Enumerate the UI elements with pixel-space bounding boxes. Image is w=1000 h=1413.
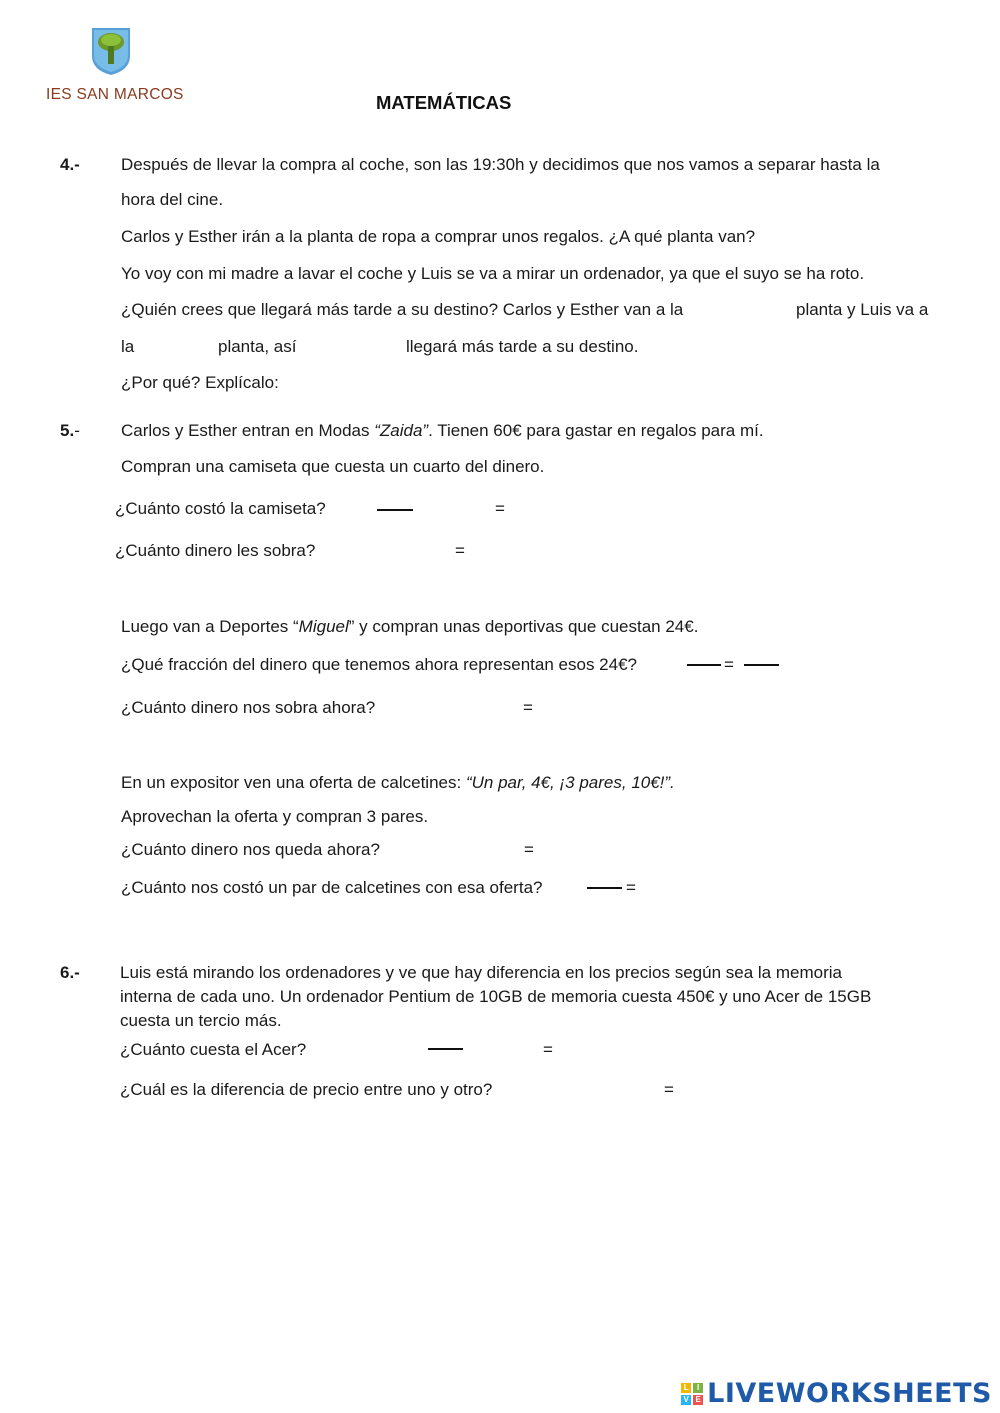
- question-par: ¿Cuánto nos costó un par de calcetines con esa oferta?: [121, 878, 543, 897]
- fraction-bar: [377, 509, 413, 511]
- question-4-number: 4.-: [60, 155, 80, 174]
- question-queda: ¿Cuánto dinero nos queda ahora?: [121, 840, 380, 859]
- question-4-line-1: Después de llevar la compra al coche, son las 19:30h y decidimos que nos vamos a separar hasta la: [121, 155, 880, 174]
- question-5-line-4: En un expositor ven una oferta de calcetines: “Un par, 4€, ¡3 pares, 10€!”.: [121, 773, 675, 792]
- equals-sign: =: [523, 698, 533, 717]
- question-4-line-6a: la: [121, 337, 135, 356]
- logo-block: E: [693, 1395, 703, 1405]
- question-5-line-1: Carlos y Esther entran en Modas “Zaida”. Tienen 60€ para gastar en regalos para mí.: [121, 421, 764, 440]
- equals-sign: =: [455, 541, 465, 560]
- question-6-line-1: Luis está mirando los ordenadores y ve que hay diferencia en los precios según sea la memoria: [120, 963, 842, 982]
- question-4-line-7: ¿Por qué? Explícalo:: [121, 373, 279, 392]
- question-acer: ¿Cuánto cuesta el Acer?: [120, 1040, 307, 1059]
- question-6-line-2: interna de cada uno. Un ordenador Pentium de 10GB de memoria cuesta 450€ y uno Acer de 15GB: [120, 987, 872, 1006]
- school-name: IES SAN MARCOS: [46, 86, 184, 103]
- equals-sign: =: [524, 840, 534, 859]
- liveworksheets-brand: LIVEWORKSHEETS: [707, 1378, 992, 1409]
- liveworksheets-logo: [681, 1378, 992, 1409]
- question-4-line-5b: planta y Luis va a: [796, 300, 929, 319]
- equals-sign: =: [626, 878, 636, 897]
- logo-block: I: [693, 1383, 703, 1393]
- question-sobra: ¿Cuánto dinero les sobra?: [115, 541, 316, 560]
- question-5-line-3: Luego van a Deportes “Miguel” y compran unas deportivas que cuestan 24€.: [121, 617, 699, 636]
- question-5-number: 5.-: [60, 421, 80, 440]
- question-6-line-3: cuesta un tercio más.: [120, 1011, 282, 1030]
- logo-block: L: [681, 1383, 691, 1393]
- question-diferencia: ¿Cuál es la diferencia de precio entre uno y otro?: [120, 1080, 493, 1099]
- equals-sign: =: [664, 1080, 674, 1099]
- question-6-number: 6.-: [60, 963, 80, 982]
- page-title: MATEMÁTICAS: [376, 92, 512, 113]
- fraction-bar: [687, 664, 721, 666]
- fraction-bar: [428, 1048, 463, 1050]
- equals-sign: =: [543, 1040, 553, 1059]
- question-camiseta: ¿Cuánto costó la camiseta?: [115, 499, 326, 518]
- fraction-bar: [744, 664, 779, 666]
- fraction-bar: [587, 887, 622, 889]
- question-4-line-3: Carlos y Esther irán a la planta de ropa a comprar unos regalos. ¿A qué planta van?: [121, 227, 756, 246]
- question-4-line-6c: llegará más tarde a su destino.: [406, 337, 639, 356]
- liveworksheets-blocks-icon: [681, 1383, 703, 1405]
- question-4-line-6b: planta, así: [218, 337, 297, 356]
- question-5-line-5: Aprovechan la oferta y compran 3 pares.: [121, 807, 429, 826]
- question-fraccion: ¿Qué fracción del dinero que tenemos ahora representan esos 24€?: [121, 655, 637, 674]
- question-5-line-2: Compran una camiseta que cuesta un cuarto del dinero.: [121, 457, 545, 476]
- equals-sign: =: [724, 655, 734, 674]
- question-4-line-2: hora del cine.: [121, 190, 224, 209]
- school-logo-icon: [90, 26, 132, 76]
- question-sobra-ahora: ¿Cuánto dinero nos sobra ahora?: [121, 698, 376, 717]
- equals-sign: =: [495, 499, 505, 518]
- question-4-line-5a: ¿Quién crees que llegará más tarde a su destino? Carlos y Esther van a la: [121, 300, 684, 319]
- question-4-line-4: Yo voy con mi madre a lavar el coche y Luis se va a mirar un ordenador, ya que el suyo se ha roto.: [121, 264, 865, 283]
- logo-block: V: [681, 1395, 691, 1405]
